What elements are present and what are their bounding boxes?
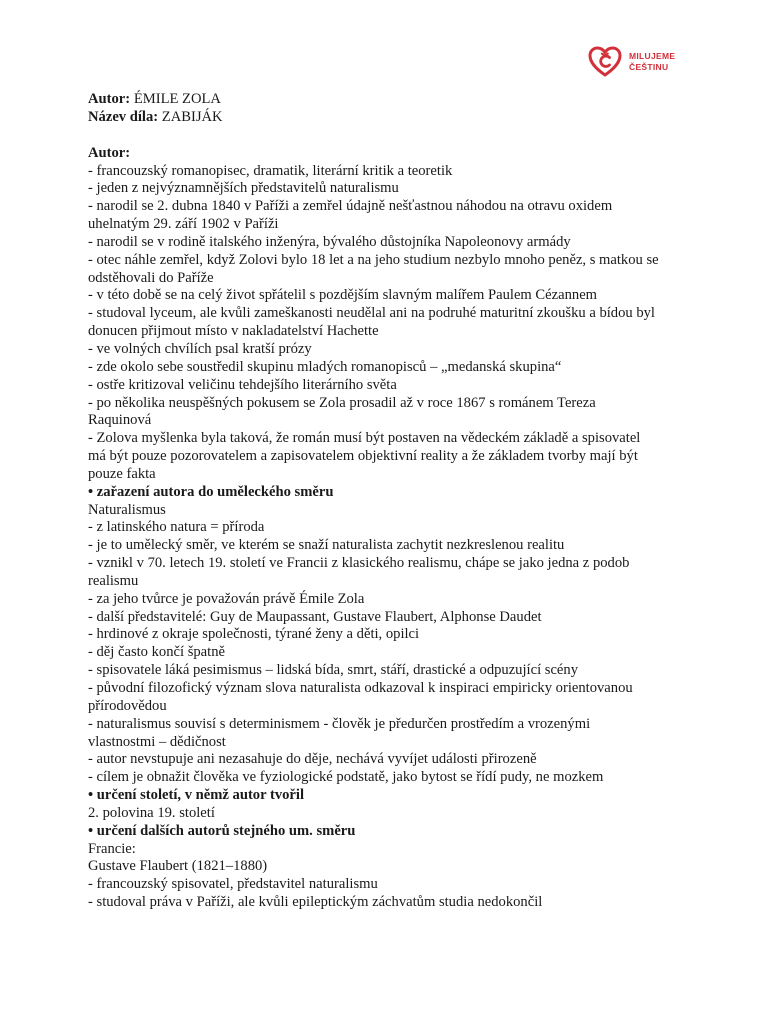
- heart-logo-icon: [587, 44, 623, 80]
- text-line: Francie:: [88, 840, 136, 857]
- text-line: realismu: [88, 572, 139, 589]
- text-line: vlastnostmi – dědičnost: [88, 733, 226, 750]
- author-value: ÉMILE ZOLA: [133, 91, 221, 107]
- document-body: [88, 91, 688, 912]
- text-line: - cílem je obnažit člověka ve fyziologické podstatě, jako bytost se řídí pudy, ne mozkem: [88, 769, 604, 786]
- other-authors-heading: • určení dalších autorů stejného um. směru: [88, 822, 356, 839]
- author-section-heading: Autor:: [88, 144, 131, 161]
- spacer: [88, 127, 688, 145]
- text-line: - francouzský romanopisec, dramatik, literární kritik a teoretik: [88, 162, 453, 179]
- text-line: - spisovatele láká pesimismus – lidská bída, smrt, stáří, drastické a odpuzující scény: [88, 662, 578, 679]
- text-line: - ve volných chvílích psal kratší prózy: [88, 340, 312, 357]
- century-heading: • určení století, v němž autor tvořil: [88, 787, 304, 804]
- text-line: - francouzský spisovatel, představitel naturalismu: [88, 876, 378, 893]
- text-line: pouze fakta: [88, 465, 156, 482]
- text-line: - otec náhle zemřel, když Zolovi bylo 18 let a na jeho studium nezbylo mnoho peněz, s matkou se: [88, 251, 659, 268]
- text-line: Naturalismus: [88, 501, 166, 518]
- text-line: - další představitelé: Guy de Maupassant, Gustave Flaubert, Alphonse Daudet: [88, 608, 542, 625]
- text-line: - studoval práva v Paříži, ale kvůli epileptickým záchvatům studia nedokončil: [88, 894, 543, 911]
- logo-text: [629, 51, 675, 73]
- title-line: [88, 109, 688, 127]
- other-authors-lines: [88, 841, 688, 912]
- text-line: - narodil se 2. dubna 1840 v Paříži a zemřel údajně nešťastnou náhodou na otravu oxidem: [88, 198, 613, 215]
- text-line: Gustave Flaubert (1821–1880): [88, 858, 268, 875]
- text-line: odstěhovali do Paříže: [88, 269, 214, 286]
- text-line: donucen přijmout místo v nakladatelství Hachette: [88, 323, 379, 340]
- text-line: - studoval lyceum, ale kvůli zameškanosti neudělal ani na podruhé maturitní zkoušku a bídou byl: [88, 305, 655, 322]
- author-section-lines: [88, 163, 688, 484]
- movement-lines: [88, 502, 688, 788]
- text-line: - naturalismus souvisí s determinismem - člověk je předurčen prostředím a vrozenými: [88, 715, 591, 732]
- text-line: - v této době se na celý život spřátelil s pozdějším slavným malířem Paulem Cézannem: [88, 287, 598, 304]
- text-line: - původní filozofický význam slova naturalista odkazoval k inspiraci empiricky orientovanou: [88, 680, 633, 696]
- logo-line-1: MILUJEME: [629, 51, 676, 61]
- text-line: - děj často končí špatně: [88, 644, 225, 661]
- text-line: - za jeho tvůrce je považován právě Émile Zola: [88, 590, 365, 607]
- text-line: - zde okolo sebe soustředil skupinu mladých romanopisců – „medanská skupina“: [88, 358, 562, 375]
- text-line: - hrdinové z okraje společnosti, týrané ženy a děti, opilci: [88, 626, 420, 643]
- text-line: - je to umělecký směr, ve kterém se snaží naturalista zachytit nezkreslenou realitu: [88, 537, 565, 554]
- text-line: - ostře kritizoval veličinu tehdejšího literárního světa: [88, 376, 397, 393]
- title-value: ZABIJÁK: [161, 108, 223, 125]
- logo-line-2: ČEŠTINU: [629, 62, 669, 72]
- author-line: [88, 91, 688, 109]
- text-line: - z latinského natura = příroda: [88, 519, 265, 536]
- author-label: Autor:: [88, 91, 131, 107]
- text-line: Raquinová: [88, 412, 152, 429]
- text-line: 2. polovina 19. století: [88, 804, 215, 821]
- text-line: má být pouze pozorovatelem a zapisovatelem objektivní reality a že základem tvorby mají být: [88, 448, 638, 465]
- text-line: přírodovědou: [88, 697, 167, 714]
- text-line: - po několika neuspěšných pokusem se Zola prosadil až v roce 1867 s románem Tereza: [88, 394, 596, 411]
- text-line: - jeden z nejvýznamnějších představitelů naturalismu: [88, 180, 399, 197]
- century-lines: [88, 805, 688, 823]
- text-line: - autor nevstupuje ani nezasahuje do děje, nechává vyvíjet události přirozeně: [88, 751, 537, 768]
- title-label: Název díla:: [88, 108, 159, 125]
- logo: [587, 44, 675, 80]
- text-line: uhelnatým 29. září 1902 v Paříži: [88, 216, 279, 233]
- text-line: - Zolova myšlenka byla taková, že román musí být postaven na vědeckém základě a spisovatel: [88, 430, 641, 447]
- text-line: - narodil se v rodině italského inženýra, bývalého důstojníka Napoleonovy armády: [88, 233, 571, 250]
- text-line: - vznikl v 70. letech 19. století ve Francii z klasického realismu, chápe se jako jedna z podob: [88, 555, 630, 572]
- movement-heading: • zařazení autora do uměleckého směru: [88, 483, 334, 500]
